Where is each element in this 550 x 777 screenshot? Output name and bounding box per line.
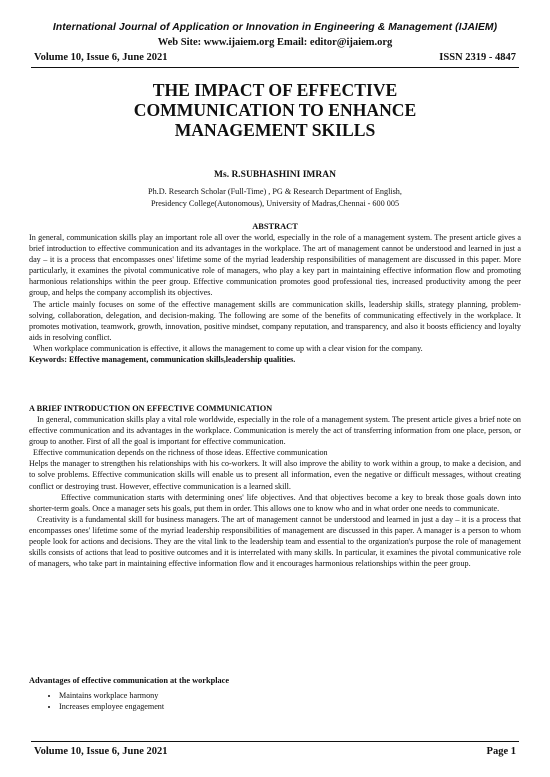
affiliation-line: Ph.D. Research Scholar (Full-Time) , PG & Research Department of English, [148, 187, 402, 196]
journal-contact: Web Site: www.ijaiem.org Email: editor@ijaiem.org [157, 37, 393, 48]
author-affiliation [0, 186, 550, 209]
keywords [29, 354, 521, 365]
list-item: • Increases employee engagement [59, 701, 164, 712]
keywords-label: Keywords [29, 355, 65, 365]
footer-rule [31, 741, 519, 742]
abstract-heading: ABSTRACT [252, 222, 298, 231]
abstract-paragraph: In general, communication skills play an important role all over the world, especially in the role of a management system. The present article gives a brief introduction to effective communication and its advantages in the workplace. The art of management cannot be understood and learned in just a day – it is a process that encompasses ones' lifetime some of the myriad leadership responsibilities of management are discussed in this paper. More particularly, it examines the pivotal communicative role of managers, who play a key part in maintaining effective information flow and promoting harmonious relationships within the peer group. Effective communication promotes good professional ties, increased productivity among the peer group, and helps the company accomplish its objectives. [29, 233, 521, 298]
body-paragraph: In general, communication skills play a vital role worldwide, especially in the role of a management system. The present article gives a brief note on effective communication and its advantages in the workplace. Communication is merely the act of transferring information from one place, person, or group to another. First of all the goal is important for effective communication. [29, 415, 521, 447]
author-name: Ms. R.SUBHASHINI IMRAN [214, 170, 336, 180]
paper-title [0, 80, 550, 140]
abstract-body [29, 232, 521, 365]
body-paragraph: Helps the manager to strengthen his relationships with his co-workers. It will also improve the ability to work within a group, to make a decision, and to solve problems. Effective communication skills will enable us to present all information, even the negative or difficult messages, without creating conflict or destroying trust. However, effective communication is a learned skill. [29, 459, 521, 491]
footer-volume: Volume 10, Issue 6, June 2021 [34, 746, 168, 757]
abstract-paragraph: The article mainly focuses on some of the effective management skills are communication skills, leadership skills, strategy planning, problem-solving, collaboration, delegation, and decision-making. The following are some of the benefits of communicating effectively in the workplace. It promotes motivation, teamwork, growth, innovation, positive mindset, company reputation, and transparency, and also it boosts efficiency and loyalty aids in resolving conflict. [29, 299, 521, 342]
section-heading: Advantages of effective communication at the workplace [29, 676, 230, 685]
body-paragraph: Effective communication depends on the richness of those ideas. Effective communication [33, 448, 328, 458]
section-body [29, 414, 521, 569]
list-item: • Maintains workplace harmony [59, 690, 164, 701]
title-line: COMMUNICATION TO ENHANCE [133, 100, 417, 120]
affiliation-line: Presidency College(Autonomous), University of Madras,Chennai - 600 005 [150, 198, 400, 208]
journal-name: International Journal of Application or Innovation in Engineering & Management (IJAIEM) [52, 22, 498, 33]
issue-line [34, 52, 516, 63]
title-line: THE IMPACT OF EFFECTIVE [152, 80, 398, 100]
section-heading: A BRIEF INTRODUCTION ON EFFECTIVE COMMUNICATION [29, 404, 273, 413]
title-line: MANAGEMENT SKILLS [174, 120, 376, 140]
page-footer [34, 746, 516, 757]
abstract-paragraph: When workplace communication is effective, it allows the management to come up with a clear vision for the company. [33, 343, 423, 353]
header-rule [31, 67, 519, 68]
advantages-list [47, 690, 164, 713]
body-paragraph: Creativity is a fundamental skill for business managers. The art of management cannot be understood and learned in just a day – it is a process that encompasses ones' lifetime some of the myriad leadership responsibilities of management are discussed in this paper. A manager is a person to whom people look for actions and decisions. They are the vital link to the leadership team and essential to the organization's purpose the role of management skills consists of actions that lead to positive outcomes and it is interrelated with many skills. In particular, it examines the pivotal communicative role of managers, who take part in maintaining effective information flow and it encourages harmonious relationships within the peer group. [29, 514, 521, 569]
issn: ISSN 2319 - 4847 [439, 52, 516, 63]
keywords-text: : Effective management, communication skills,leadership qualities. [64, 355, 296, 365]
body-paragraph: Effective communication starts with determining ones' life objectives. And that objectives become a key to break those goals down into shorter-term goals. Once a manager sets his goals, put them in order. This allows one to know who and in what order one needs to communicate. [29, 492, 521, 513]
page-number: Page 1 [486, 746, 516, 757]
volume-info: Volume 10, Issue 6, June 2021 [34, 52, 168, 63]
